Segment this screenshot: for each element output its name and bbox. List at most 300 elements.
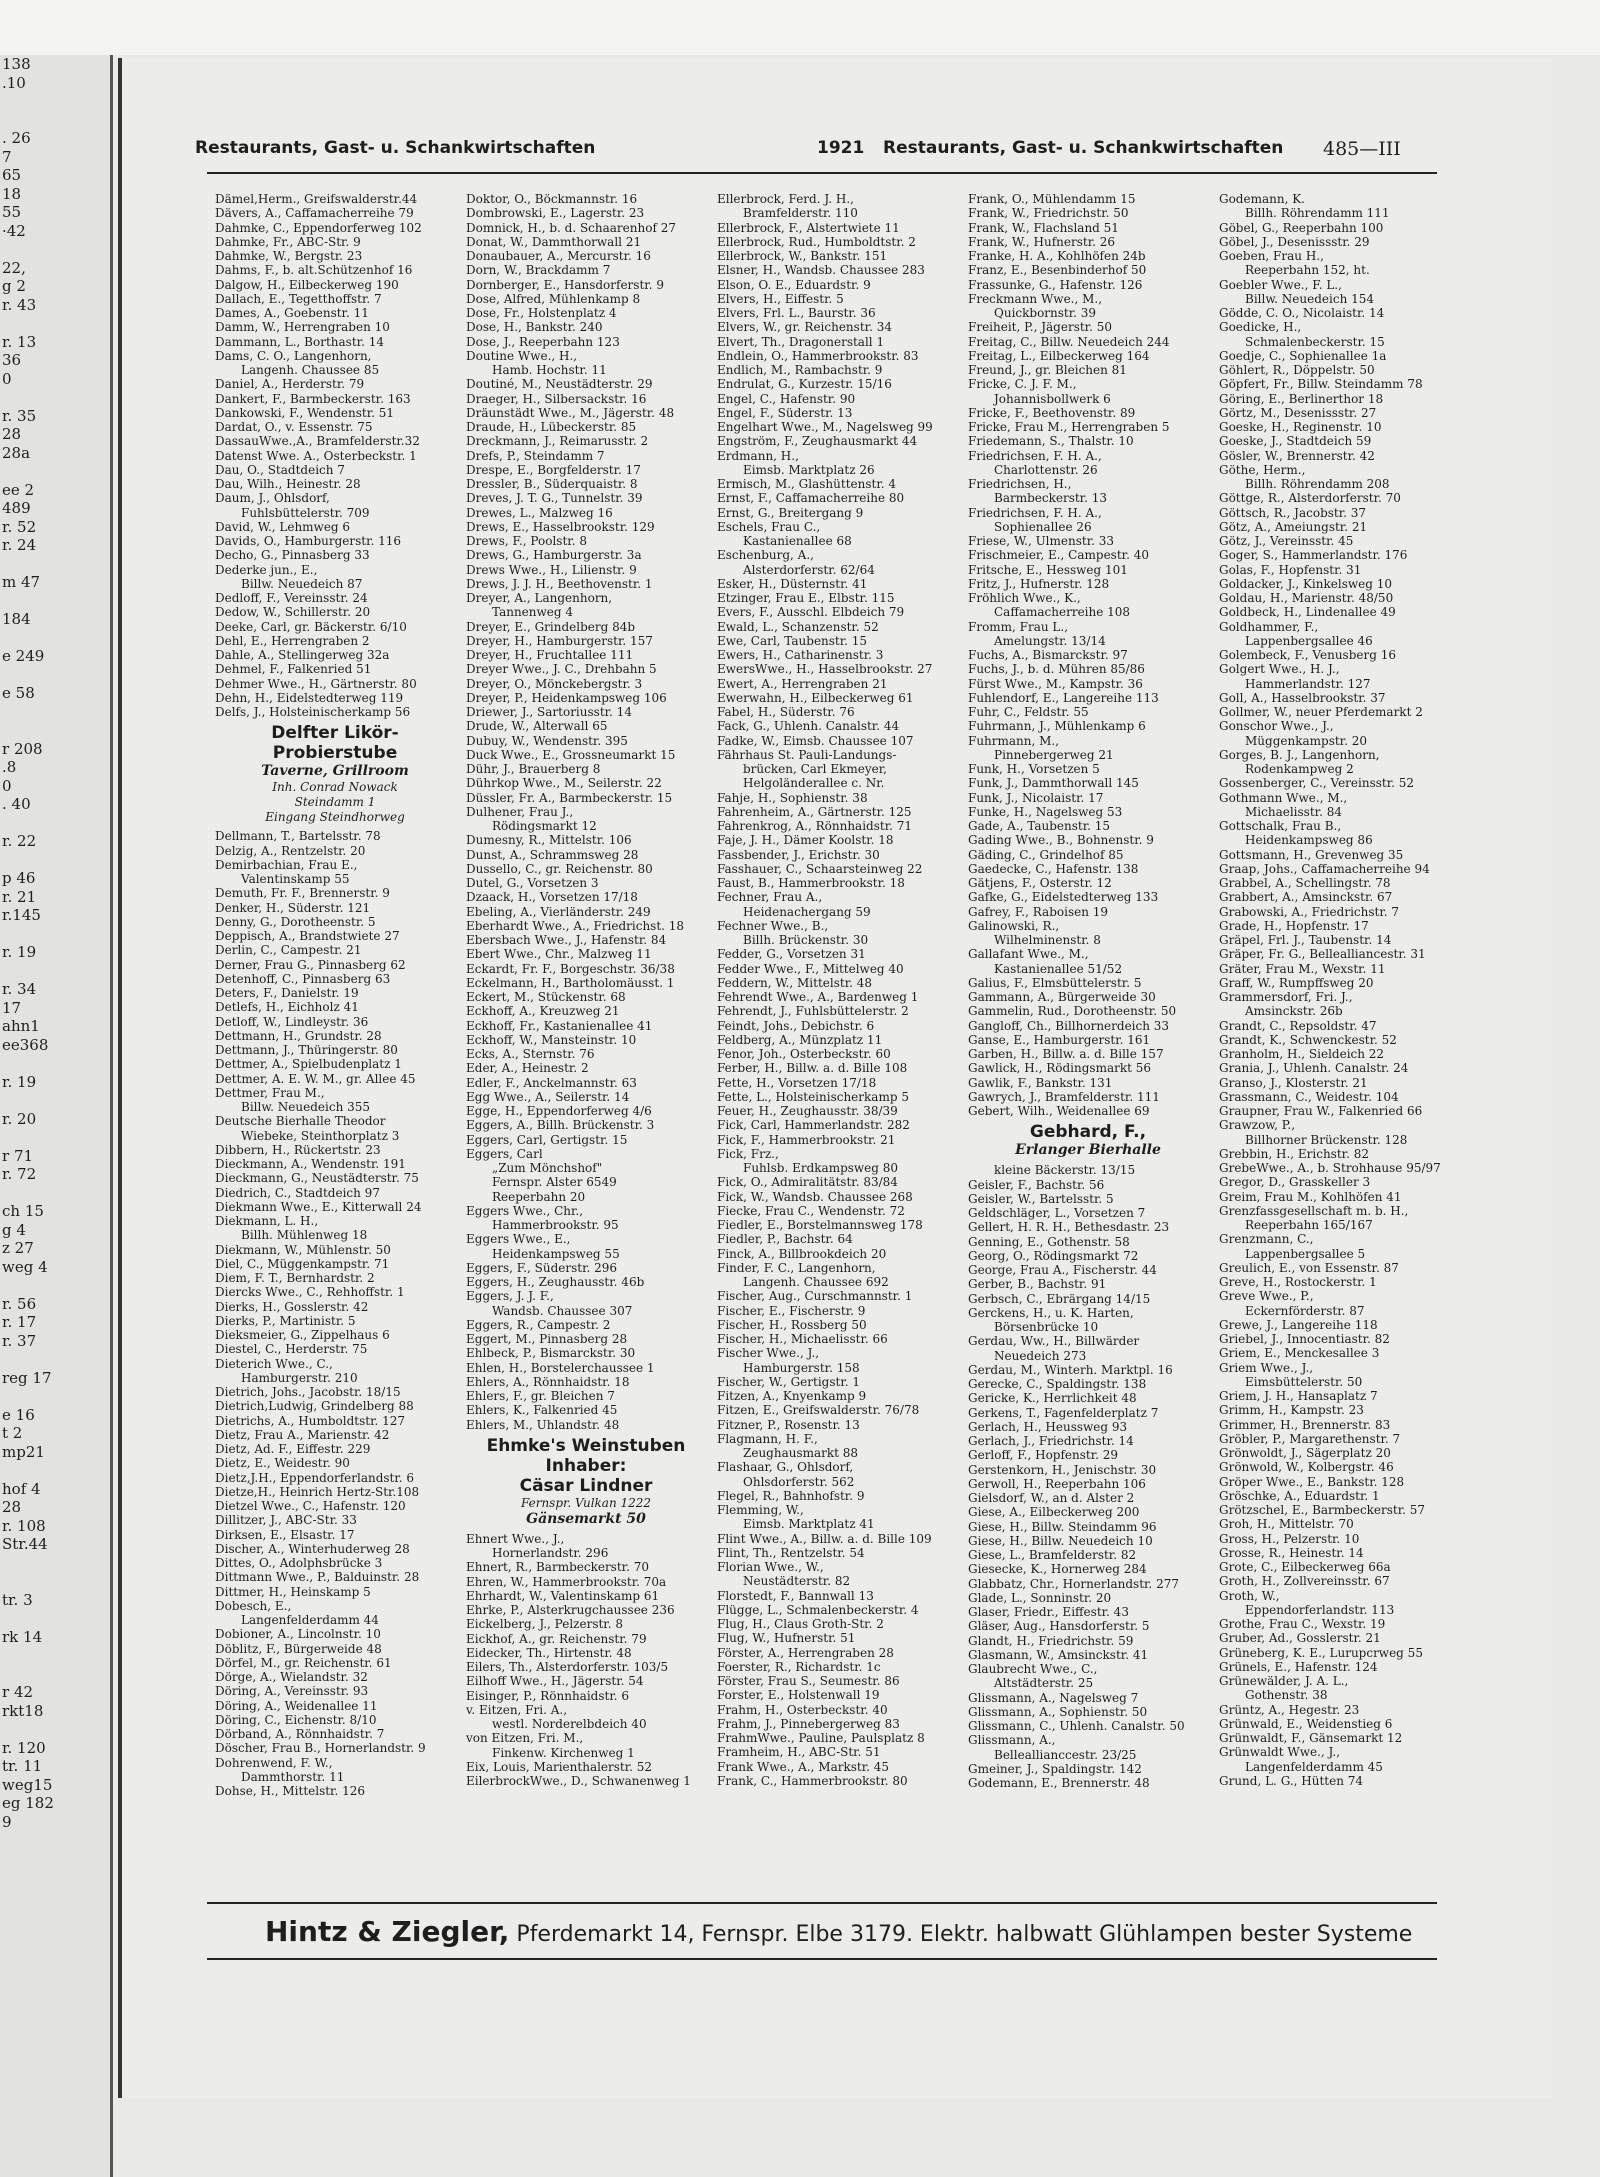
listing-entry: Dahle, A., Stellingerweg 32a (215, 648, 390, 662)
listing-entry: Gothmann Wwe., M., (1219, 790, 1348, 805)
left-page-line: 18 (2, 184, 22, 203)
listing-entry: Gottschalk, Frau B., (1219, 819, 1342, 833)
listing-continuation: Sophienallee 26 (994, 519, 1092, 534)
listing-entry: Frahm, J., Pinnebergerweg 83 (717, 1716, 900, 1731)
left-page-line: e 249 (2, 647, 45, 665)
listing-entry: Dreyer Wwe., J. C., Drehbahn 5 (466, 662, 657, 677)
listing-entry: Friedemann, S., Thalstr. 10 (968, 434, 1134, 449)
left-page-line: r. 37 (2, 1331, 37, 1350)
listing-entry: Grünwaldt Wwe., J., (1219, 1745, 1341, 1760)
listing-entry: Dietrich, Johs., Jacobstr. 18/15 (215, 1385, 401, 1399)
left-page-line: 7 (2, 147, 12, 166)
listing-entry: Foerster, R., Richardstr. 1c (717, 1659, 881, 1674)
listing-entry: Gerstenkorn, H., Jenischstr. 30 (968, 1462, 1157, 1477)
left-page-line: 28 (2, 1498, 22, 1516)
listing-entry: Engel, F., Süderstr. 13 (717, 405, 853, 420)
listing-continuation: Amelungstr. 13/14 (994, 633, 1106, 648)
listing-entry: v. Eitzen, Fri. A., (466, 1702, 568, 1717)
listing-entry: Dahms, F., b. alt.Schützenhof 16 (215, 263, 413, 278)
listing-entry: Grimm, H., Kampstr. 23 (1219, 1403, 1364, 1418)
listing-entry: Dietz, Ad. F., Eiffestr. 229 (215, 1442, 371, 1456)
listing-entry: Forster, E., Holstenwall 19 (717, 1688, 880, 1703)
listing-entry: Fechner Wwe., B., (717, 918, 829, 933)
listing-entry: Eckert, M., Stückenstr. 68 (466, 990, 626, 1004)
listing-entry: Glissmann, A., (968, 1733, 1056, 1748)
listing-entry: Fahje, H., Sophienstr. 38 (717, 790, 868, 805)
left-page-line: r.145 (2, 906, 41, 924)
listing-entry: Fährhaus St. Pauli-Landungs- (717, 747, 897, 762)
listing-entry: Göttsch, R., Jacobstr. 37 (1219, 505, 1367, 520)
listing-entry: Glade, L., Sonninstr. 20 (968, 1590, 1112, 1605)
listing-entry: Deters, F., Danielstr. 19 (215, 986, 359, 1000)
listing-entry: Grote, C., Eilbeckerweg 66a (1219, 1560, 1391, 1574)
listing-continuation: Charlottenstr. 26 (994, 462, 1098, 477)
listing-entry: Deutsche Bierhalle Theodor (215, 1114, 386, 1129)
listing-entry: Feddern, W., Mittelstr. 48 (717, 975, 873, 990)
listing-entry: von Eitzen, Fri. M., (466, 1731, 584, 1746)
column-2 (466, 192, 706, 1894)
listing-entry: Fick, W., Wandsb. Chaussee 268 (717, 1189, 913, 1204)
listing-entry: Ehren, W., Hammerbrookstr. 70a (466, 1574, 667, 1589)
left-page-line: r. 43 (2, 295, 37, 314)
listing-entry: Friedrichsen, F. H. A., (968, 505, 1102, 520)
listing-entry: Ferber, H., Billw. a. d. Bille 108 (717, 1061, 908, 1076)
running-head (195, 138, 1435, 168)
listing-entry: Goldacker, J., Kinkelsweg 10 (1219, 576, 1392, 591)
listing-entry: Grabbert, A., Amsinckstr. 67 (1219, 890, 1393, 905)
listing-continuation: Valentinskamp 55 (241, 872, 350, 886)
listing-entry: Giese, A., Eilbeckerweg 200 (968, 1505, 1140, 1520)
listing-entry: Dankert, F., Barmbeckerstr. 163 (215, 391, 411, 406)
listing-entry: FrahmWwe., Pauline, Paulsplatz 8 (717, 1731, 925, 1745)
listing-entry: Fuhlendorf, E., Langereihe 113 (968, 690, 1159, 705)
ad-line: Gebhard, F., (1029, 1122, 1147, 1143)
listing-continuation: Michaelisstr. 84 (1245, 804, 1342, 819)
listing-entry: Dittes, O., Adolphsbrücke 3 (215, 1556, 383, 1570)
listing-continuation: Langenfelderdamm 45 (1245, 1759, 1383, 1774)
listing-entry: Gawlik, F., Bankstr. 131 (968, 1075, 1113, 1090)
listing-entry: Gläser, Aug., Hansdorferstr. 5 (968, 1619, 1150, 1634)
left-page-line (0, 1665, 110, 1684)
listing-entry: Grund, L. G., Hütten 74 (1219, 1773, 1364, 1788)
listing-entry: Gammelin, Rud., Dorotheenstr. 50 (968, 1004, 1177, 1019)
left-page-line: g 4 (2, 1220, 26, 1239)
ad-line: Ehmke's Weinstuben (486, 1435, 686, 1456)
listing-entry: Grabowski, A., Friedrichstr. 7 (1219, 904, 1400, 919)
listing-continuation: Schmalenbeckerstr. 15 (1245, 334, 1385, 349)
listing-entry: Gebert, Wilh., Weidenallee 69 (968, 1104, 1150, 1118)
listing-entry: Goebler Wwe., F. L., (1219, 277, 1342, 292)
listing-entry: Doutiné, M., Neustädterstr. 29 (466, 377, 653, 392)
listing-entry: Funk, H., Vorsetzen 5 (968, 762, 1100, 776)
listing-entry: Drews, E., Hasselbrookstr. 129 (466, 519, 655, 534)
listing-entry: Eggers, Carl (466, 1146, 543, 1161)
listing-entry: Dulhener, Frau J., (466, 804, 574, 819)
listing-entry: Drews, G., Hamburgerstr. 3a (466, 548, 642, 563)
listing-entry: Greulich, E., von Essenstr. 87 (1219, 1260, 1399, 1275)
listing-entry: Grebbin, H., Erichstr. 82 (1219, 1146, 1369, 1161)
listing-entry: Fette, L., Holsteinischerkamp 5 (717, 1089, 909, 1104)
listing-entry: Eckhoff, Fr., Kastanienallee 41 (466, 1018, 653, 1033)
listing-entry: Ehlers, K., Falkenried 45 (466, 1403, 618, 1418)
listing-entry: Gielsdorf, W., an d. Alster 2 (968, 1491, 1135, 1505)
listing-continuation: Billw. Neuedeich 355 (241, 1100, 371, 1114)
column-1 (215, 192, 455, 1894)
listing-entry: Flügge, L., Schmalenbeckerstr. 4 (717, 1602, 919, 1617)
listing-entry: Goldau, H., Marienstr. 48/50 (1219, 591, 1394, 605)
listing-entry: Fuhrmann, M., (968, 733, 1060, 748)
listing-entry: Denny, G., Dorotheenstr. 5 (215, 914, 376, 929)
listing-entry: Fricke, C. J. F. M., (968, 377, 1077, 392)
listing-entry: Gräpel, Frl. J., Taubenstr. 14 (1219, 933, 1392, 947)
listing-entry: Frassunke, G., Hafenstr. 126 (968, 277, 1143, 292)
listing-entry: Flemming, W., (717, 1503, 804, 1517)
left-page-line: 55 (2, 203, 22, 221)
listing-entry: Etzinger, Frau E., Elbstr. 115 (717, 591, 895, 605)
listing-entry: Eggers, J. J. F., (466, 1289, 554, 1304)
listing-entry: Fassbender, J., Erichstr. 30 (717, 847, 880, 862)
listing-entry: Dörge, A., Wielandstr. 32 (215, 1670, 368, 1684)
listing-entry: Dietzel Wwe., C., Hafenstr. 120 (215, 1499, 406, 1513)
listing-entry: Förster, A., Herrengraben 28 (717, 1645, 894, 1660)
listing-entry: Dillitzer, J., ABC-Str. 33 (215, 1513, 357, 1528)
listing-entry: Döring, A., Vereinsstr. 93 (215, 1684, 369, 1699)
listing-entry: Freund, J., gr. Bleichen 81 (968, 363, 1127, 377)
left-page-line: r. 24 (2, 536, 37, 554)
listing-entry: Dubuy, W., Wendenstr. 395 (466, 733, 628, 748)
listing-entry: Förster, Frau S., Seumestr. 86 (717, 1674, 900, 1688)
listing-entry: Eschels, Frau C., (717, 519, 821, 534)
listing-entry: Eggers, A., Billh. Brückenstr. 3 (466, 1118, 655, 1133)
listing-entry: Grönwoldt, J., Sägerplatz 20 (1219, 1446, 1391, 1460)
listing-entry: Flug, W., Hufnerstr. 51 (717, 1631, 856, 1646)
listing-continuation: Billh. Röhrendamm 208 (1245, 477, 1390, 491)
listing-entry: Döring, C., Eichenstr. 8/10 (215, 1712, 377, 1727)
listing-entry: Godemann, E., Brennerstr. 48 (968, 1776, 1150, 1790)
listing-entry: Dreyer, O., Mönckebergstr. 3 (466, 676, 643, 691)
listing-entry: Eckardt, Fr. F., Borgeschstr. 36/38 (466, 961, 675, 976)
listing-entry: Eckhoff, A., Kreuzweg 21 (466, 1004, 620, 1019)
listing-entry: Fedder, G., Vorsetzen 31 (717, 947, 866, 962)
left-page-line: tr. 3 (2, 1590, 33, 1609)
listing-entry: Gafke, G., Eidelstedterweg 133 (968, 890, 1159, 905)
listing-entry: Greim, Frau M., Kohlhöfen 41 (1219, 1189, 1402, 1204)
listing-entry: Gödde, C. O., Nicolaistr. 14 (1219, 306, 1385, 320)
listing-entry: Glandt, H., Friedrichstr. 59 (968, 1633, 1134, 1648)
listing-entry: Fehrendt Wwe., A., Bardenweg 1 (717, 990, 919, 1004)
listing-entry: Dierks, H., Gosslerstr. 42 (215, 1299, 369, 1314)
listing-entry: Engelhart Wwe., M., Nagelsweg 99 (717, 420, 933, 434)
listing-entry: Grothe, Frau C., Wexstr. 19 (1219, 1617, 1386, 1631)
listing-continuation: Billw. Neuedeich 87 (241, 576, 363, 591)
listing-entry: Draeger, H., Silbersackstr. 16 (466, 391, 647, 406)
left-page-line (0, 1572, 110, 1591)
listing-entry: Dedow, W., Schillerstr. 20 (215, 605, 371, 620)
listing-entry: Frank Wwe., A., Markstr. 45 (717, 1759, 890, 1774)
listing-entry: Gäding, C., Grindelhof 85 (968, 847, 1124, 862)
left-page-line: reg 17 (2, 1368, 52, 1387)
left-page-line (0, 240, 110, 259)
ad-line: Taverne, Grillroom (261, 763, 409, 780)
left-page-line: r. 19 (2, 943, 37, 961)
listing-entry: Drespe, E., Borgfelderstr. 17 (466, 462, 641, 477)
listing-entry: Gräper, Fr. G., Bellealliancestr. 31 (1219, 947, 1426, 962)
listing-continuation: Tannenweg 4 (492, 605, 574, 620)
listing-entry: Geisler, F., Bachstr. 56 (968, 1177, 1105, 1192)
listing-entry: Fischer, H., Michaelisstr. 66 (717, 1332, 888, 1346)
listing-entry: Feldberg, A., Münzplatz 11 (717, 1032, 883, 1047)
listing-entry: Goll, A., Hasselbrookstr. 37 (1219, 690, 1386, 705)
listing-entry: Graupner, Frau W., Falkenried 66 (1219, 1104, 1423, 1118)
left-page-line (0, 1554, 110, 1573)
listing-entry: Dunst, A., Schrammsweg 28 (466, 847, 639, 862)
listing-entry: Göhlert, R., Döppelstr. 50 (1219, 363, 1375, 377)
listing-entry: Frischmeier, E., Campestr. 40 (968, 548, 1149, 563)
left-page-line (0, 851, 110, 870)
ad-line: Steindamm 1 (294, 795, 376, 810)
listing-entry: Diestel, C., Herderstr. 75 (215, 1342, 368, 1357)
ad-line: Inh. Conrad Nowack (272, 780, 398, 795)
listing-entry: Dornberger, E., Hansdorferstr. 9 (466, 277, 664, 292)
listing-entry: Franz, E., Besenbinderhof 50 (968, 263, 1147, 278)
listing-entry: Dau, Wilh., Heinestr. 28 (215, 477, 361, 491)
listing-entry: Godemann, K. (1219, 192, 1305, 206)
left-page-line (0, 1054, 110, 1073)
listing-entry: Dalgow, H., Eilbeckerweg 190 (215, 277, 399, 292)
listing-entry: Friedrichsen, F. H. A., (968, 448, 1102, 463)
listing-entry: Ehlbeck, P., Bismarckstr. 30 (466, 1346, 636, 1361)
listing-entry: Göbel, G., Reeperbahn 100 (1219, 220, 1384, 235)
listing-entry: Flagmann, H. F., (717, 1431, 818, 1446)
listing-entry: Göring, E., Berlinerthor 18 (1219, 391, 1384, 406)
listing-entry: Fahrenkrog, A., Rönnhaidstr. 71 (717, 819, 913, 833)
listing-entry: Golgert Wwe., H. J., (1219, 662, 1340, 677)
listing-entry: Dose, J., Reeperbahn 123 (466, 334, 620, 349)
listing-entry: Glissmann, A., Sophienstr. 50 (968, 1704, 1148, 1719)
listing-continuation: Dammthorstr. 11 (241, 1769, 345, 1784)
listing-entry: Grandt, C., Repsoldstr. 47 (1219, 1018, 1377, 1033)
listing-entry: Grönwold, W., Kolbergstr. 46 (1219, 1460, 1394, 1475)
left-page-line (0, 1461, 110, 1480)
listing-continuation: Hamb. Hochstr. 11 (492, 363, 607, 377)
left-page-line: rk 14 (2, 1627, 43, 1646)
listing-entry: Fischer, W., Gertigstr. 1 (717, 1374, 861, 1389)
listing-entry: Faje, J. H., Dämer Koolstr. 18 (717, 833, 894, 848)
listing-entry: Ewert, A., Herrengraben 21 (717, 676, 888, 691)
listing-entry: Dreyer, E., Grindelberg 84b (466, 619, 636, 634)
listing-entry: Geisler, W., Bartelsstr. 5 (968, 1191, 1114, 1206)
listing-entry: Gräter, Frau M., Wexstr. 11 (1219, 961, 1386, 976)
listing-entry: Freitag, C., Billw. Neuedeich 244 (968, 334, 1170, 349)
listing-entry: Giese, H., Billw. Neuedeich 10 (968, 1533, 1153, 1548)
listing-entry: Dittmer, H., Heinskamp 5 (215, 1584, 371, 1599)
listing-entry: Galinowski, R., (968, 918, 1060, 933)
left-page-line (0, 592, 110, 611)
listing-entry: Goedicke, H., (1219, 320, 1302, 335)
listing-continuation: Ohlsdorferstr. 562 (743, 1474, 855, 1489)
listing-continuation: Wandsb. Chaussee 307 (492, 1303, 633, 1318)
listing-entry: Derner, Frau G., Pinnasberg 62 (215, 957, 406, 972)
listing-entry: Dävers, A., Caffamacherreihe 79 (215, 206, 414, 221)
listing-entry: Franke, H. A., Kohlhöfen 24b (968, 249, 1146, 263)
listing-entry: Gawlick, H., Rödingsmarkt 56 (968, 1061, 1152, 1076)
left-page-line: 65 (2, 166, 22, 184)
listing-entry: Gallafant Wwe., M., (968, 947, 1089, 962)
listing-continuation: Eckernförderstr. 87 (1245, 1303, 1365, 1318)
listing-entry: Daniel, A., Herderstr. 79 (215, 377, 365, 392)
left-page-fragment (0, 55, 113, 2177)
listing-entry: Grimmer, H., Brennerstr. 83 (1219, 1417, 1391, 1432)
listing-entry: Gregor, D., Grasskeller 3 (1219, 1175, 1371, 1190)
listing-entry: Ehrhardt, W., Valentinskamp 61 (466, 1588, 660, 1603)
left-page-line: tr. 11 (2, 1757, 43, 1775)
listing-continuation: Fernspr. Alster 6549 (492, 1175, 617, 1190)
listing-entry: Gottsmann, H., Grevenweg 35 (1219, 847, 1404, 862)
left-page-line: mp21 (2, 1442, 45, 1461)
listing-entry: David, W., Lehmweg 6 (215, 519, 351, 534)
listing-entry: Garben, H., Billw. a. d. Bille 157 (968, 1047, 1164, 1061)
listing-continuation: Zeughausmarkt 88 (743, 1446, 859, 1460)
listing-entry: Dombrowski, E., Lagerstr. 23 (466, 206, 645, 221)
listing-entry: Eschenburg, A., (717, 548, 814, 563)
listing-entry: Gerber, B., Bachstr. 91 (968, 1277, 1107, 1292)
header-year: 1921 (817, 138, 865, 158)
listing-entry: Gellert, H. R. H., Bethesdastr. 23 (968, 1220, 1170, 1235)
listing-entry: Fehrendt, J., Fuhlsbüttelerstr. 2 (717, 1004, 909, 1019)
listing-entry: Gonschor Wwe., J., (1219, 719, 1334, 734)
listing-entry: Dieksmeier, G., Zippelhaus 6 (215, 1328, 390, 1342)
listing-entry: Ebersbach Wwe., J., Hafenstr. 84 (466, 933, 667, 947)
listing-entry: Granholm, H., Sieldeich 22 (1219, 1047, 1385, 1061)
listing-continuation: Billh. Brückenstr. 30 (743, 933, 869, 947)
left-page-line: r. 19 (2, 1072, 37, 1091)
listing-entry: Görtz, M., Desenissstr. 27 (1219, 405, 1377, 420)
listing-entry: Dettmer, A., Spielbudenplatz 1 (215, 1057, 402, 1072)
listing-entry: Dührkop Wwe., M., Seilerstr. 22 (466, 776, 662, 791)
listing-entry: Grünewälder, J. A. L., (1219, 1674, 1349, 1688)
listing-continuation: kleine Bäckerstr. 13/15 (994, 1163, 1136, 1178)
listing-entry: Glaser, Friedr., Eiffestr. 43 (968, 1605, 1129, 1619)
listing-entry: Griebel, J., Innocentiastr. 82 (1219, 1332, 1390, 1346)
listing-entry: Griem, E., Menckesallee 3 (1219, 1346, 1380, 1361)
left-page-line: 0 (2, 369, 12, 388)
listing-entry: Elvers, H., Eiffestr. 5 (717, 291, 844, 306)
listing-entry: Eilers, Th., Alsterdorferstr. 103/5 (466, 1660, 669, 1674)
listing-entry: Florstedt, F., Bannwall 13 (717, 1588, 874, 1603)
listing-entry: Döscher, Frau B., Hornerlandstr. 9 (215, 1741, 426, 1756)
listing-entry: Diel, C., Müggenkampstr. 71 (215, 1256, 390, 1271)
listing-entry: GrebeWwe., A., b. Strohhause 95/97 (1219, 1161, 1441, 1175)
listing-continuation: Langenh. Chaussee 85 (241, 363, 380, 377)
left-page-line (0, 1184, 110, 1203)
left-page-line: e 16 (2, 1405, 35, 1424)
listing-entry: Dreckmann, J., Reimarusstr. 2 (466, 434, 649, 449)
listing-entry: Dieckmann, A., Wendenstr. 191 (215, 1157, 406, 1171)
listing-entry: Funke, H., Nagelsweg 53 (968, 804, 1123, 819)
listing-continuation: Langenfelderdamm 44 (241, 1613, 379, 1627)
listing-entry: Gerlach, J., Friedrichstr. 14 (968, 1434, 1134, 1448)
listing-entry: Fuhr, C., Feldstr. 55 (968, 705, 1089, 719)
listing-entry: Dettmann, J., Thüringerstr. 80 (215, 1043, 398, 1057)
listing-entry: Goeske, H., Reginenstr. 10 (1219, 420, 1382, 434)
listing-continuation: Pinnebergerweg 21 (994, 747, 1114, 762)
listing-entry: Eckhoff, W., Mansteinstr. 10 (466, 1032, 637, 1047)
listing-entry: Dietrich,Ludwig, Grindelberg 88 (215, 1399, 414, 1414)
listing-continuation: Hammerlandstr. 127 (1245, 676, 1371, 691)
listing-entry: Drude, W., Alterwall 65 (466, 719, 608, 734)
left-page-line (0, 462, 110, 481)
left-page-line: r. 108 (2, 1516, 46, 1535)
header-right-title: Restaurants, Gast- u. Schankwirtschaften (883, 138, 1284, 158)
listing-entry: Eggers, R., Campestr. 2 (466, 1317, 611, 1332)
listing-entry: Grüneberg, K. E., Lurupcrweg 55 (1219, 1645, 1423, 1660)
listing-entry: Dehl, E., Herrengraben 2 (215, 633, 370, 648)
listing-entry: Ebert Wwe., Chr., Malzweg 11 (466, 947, 652, 962)
listing-entry: Eggers, H., Zeughausstr. 46b (466, 1275, 645, 1289)
left-page-line: r. 34 (2, 980, 37, 998)
footer-brand: Hintz & Ziegler, (265, 1915, 510, 1948)
listing-entry: Grammersdorf, Fri. J., (1219, 990, 1353, 1004)
listing-entry: Egg Wwe., A., Seilerstr. 14 (466, 1089, 630, 1104)
listing-continuation: Billw. Neuedeich 154 (1245, 291, 1375, 306)
left-page-line: r. 35 (2, 406, 37, 425)
listing-entry: Geldschläger, L., Vorsetzen 7 (968, 1206, 1146, 1220)
listing-continuation: Billhorner Brückenstr. 128 (1245, 1132, 1408, 1147)
listing-entry: Dreyer, A., Langenhorn, (466, 591, 613, 605)
left-page-line: r. 56 (2, 1294, 37, 1313)
listing-continuation: Wiebeke, Steinthorplatz 3 (241, 1128, 400, 1143)
listing-entry: Ehnert Wwe., J., (466, 1531, 565, 1546)
listing-entry: Ernst, G., Breitergang 9 (717, 505, 864, 520)
listing-continuation: Eimsbüttelerstr. 50 (1245, 1374, 1363, 1389)
listing-entry: Dammann, L., Borthastr. 14 (215, 334, 384, 349)
listing-entry: Fiedler, E., Borstelmannsweg 178 (717, 1218, 923, 1232)
listing-entry: Gerdau, M., Winterh. Marktpl. 16 (968, 1362, 1173, 1377)
listing-entry: Deeke, Carl, gr. Bäckerstr. 6/10 (215, 619, 407, 634)
listing-entry: Finder, F. C., Langenhorn, (717, 1260, 876, 1275)
left-page-line: m 47 (2, 573, 41, 591)
listing-entry: Erdmann, H., (717, 448, 799, 463)
listing-entry: Glissmann, A., Nagelsweg 7 (968, 1690, 1139, 1705)
listing-entry: Groth, H., Zollvereinsstr. 67 (1219, 1574, 1390, 1589)
left-page-line: p 46 (2, 869, 36, 887)
listing-entry: Dankowski, F., Wendenstr. 51 (215, 405, 395, 420)
listing-entry: Gröbler, P., Margarethenstr. 7 (1219, 1431, 1401, 1446)
listing-entry: Griem Wwe., J., (1219, 1360, 1314, 1375)
listing-entry: Driewer, J., Sartoriusstr. 14 (466, 705, 632, 719)
listing-entry: Griem, J. H., Hansaplatz 7 (1219, 1389, 1378, 1403)
listing-continuation: Lappenbergsallee 46 (1245, 633, 1373, 648)
left-page-line: 9 (2, 1812, 12, 1831)
listing-entry: Eggers Wwe., Chr., (466, 1203, 584, 1218)
listing-entry: Dehn, H., Eidelstedterweg 119 (215, 690, 404, 705)
listing-entry: Egge, H., Eppendorferweg 4/6 (466, 1104, 652, 1118)
listing-entry: Drewes, L., Malzweg 16 (466, 505, 613, 520)
left-page-line: .10 (2, 73, 26, 92)
listing-entry: Dardat, O., v. Essenstr. 75 (215, 420, 373, 434)
listing-entry: Granso, J., Klosterstr. 21 (1219, 1075, 1368, 1090)
ad-line: Inhaber: (545, 1455, 627, 1476)
column-4 (968, 192, 1208, 1894)
listing-entry: George, Frau A., Fischerstr. 44 (968, 1263, 1157, 1277)
listing-entry: Dobioner, A., Lincolnstr. 10 (215, 1627, 381, 1642)
listing-entry: Graff, W., Rumpffsweg 20 (1219, 975, 1374, 990)
listing-continuation: Belleallianccestr. 23/25 (994, 1747, 1137, 1762)
listing-entry: Grade, H., Hopfenstr. 17 (1219, 918, 1369, 933)
listing-entry: Feindt, Johs., Debichstr. 6 (717, 1018, 875, 1033)
listing-entry: Dahmke, W., Bergstr. 23 (215, 249, 363, 263)
listing-entry: Frank, C., Hammerbrookstr. 80 (717, 1773, 908, 1788)
